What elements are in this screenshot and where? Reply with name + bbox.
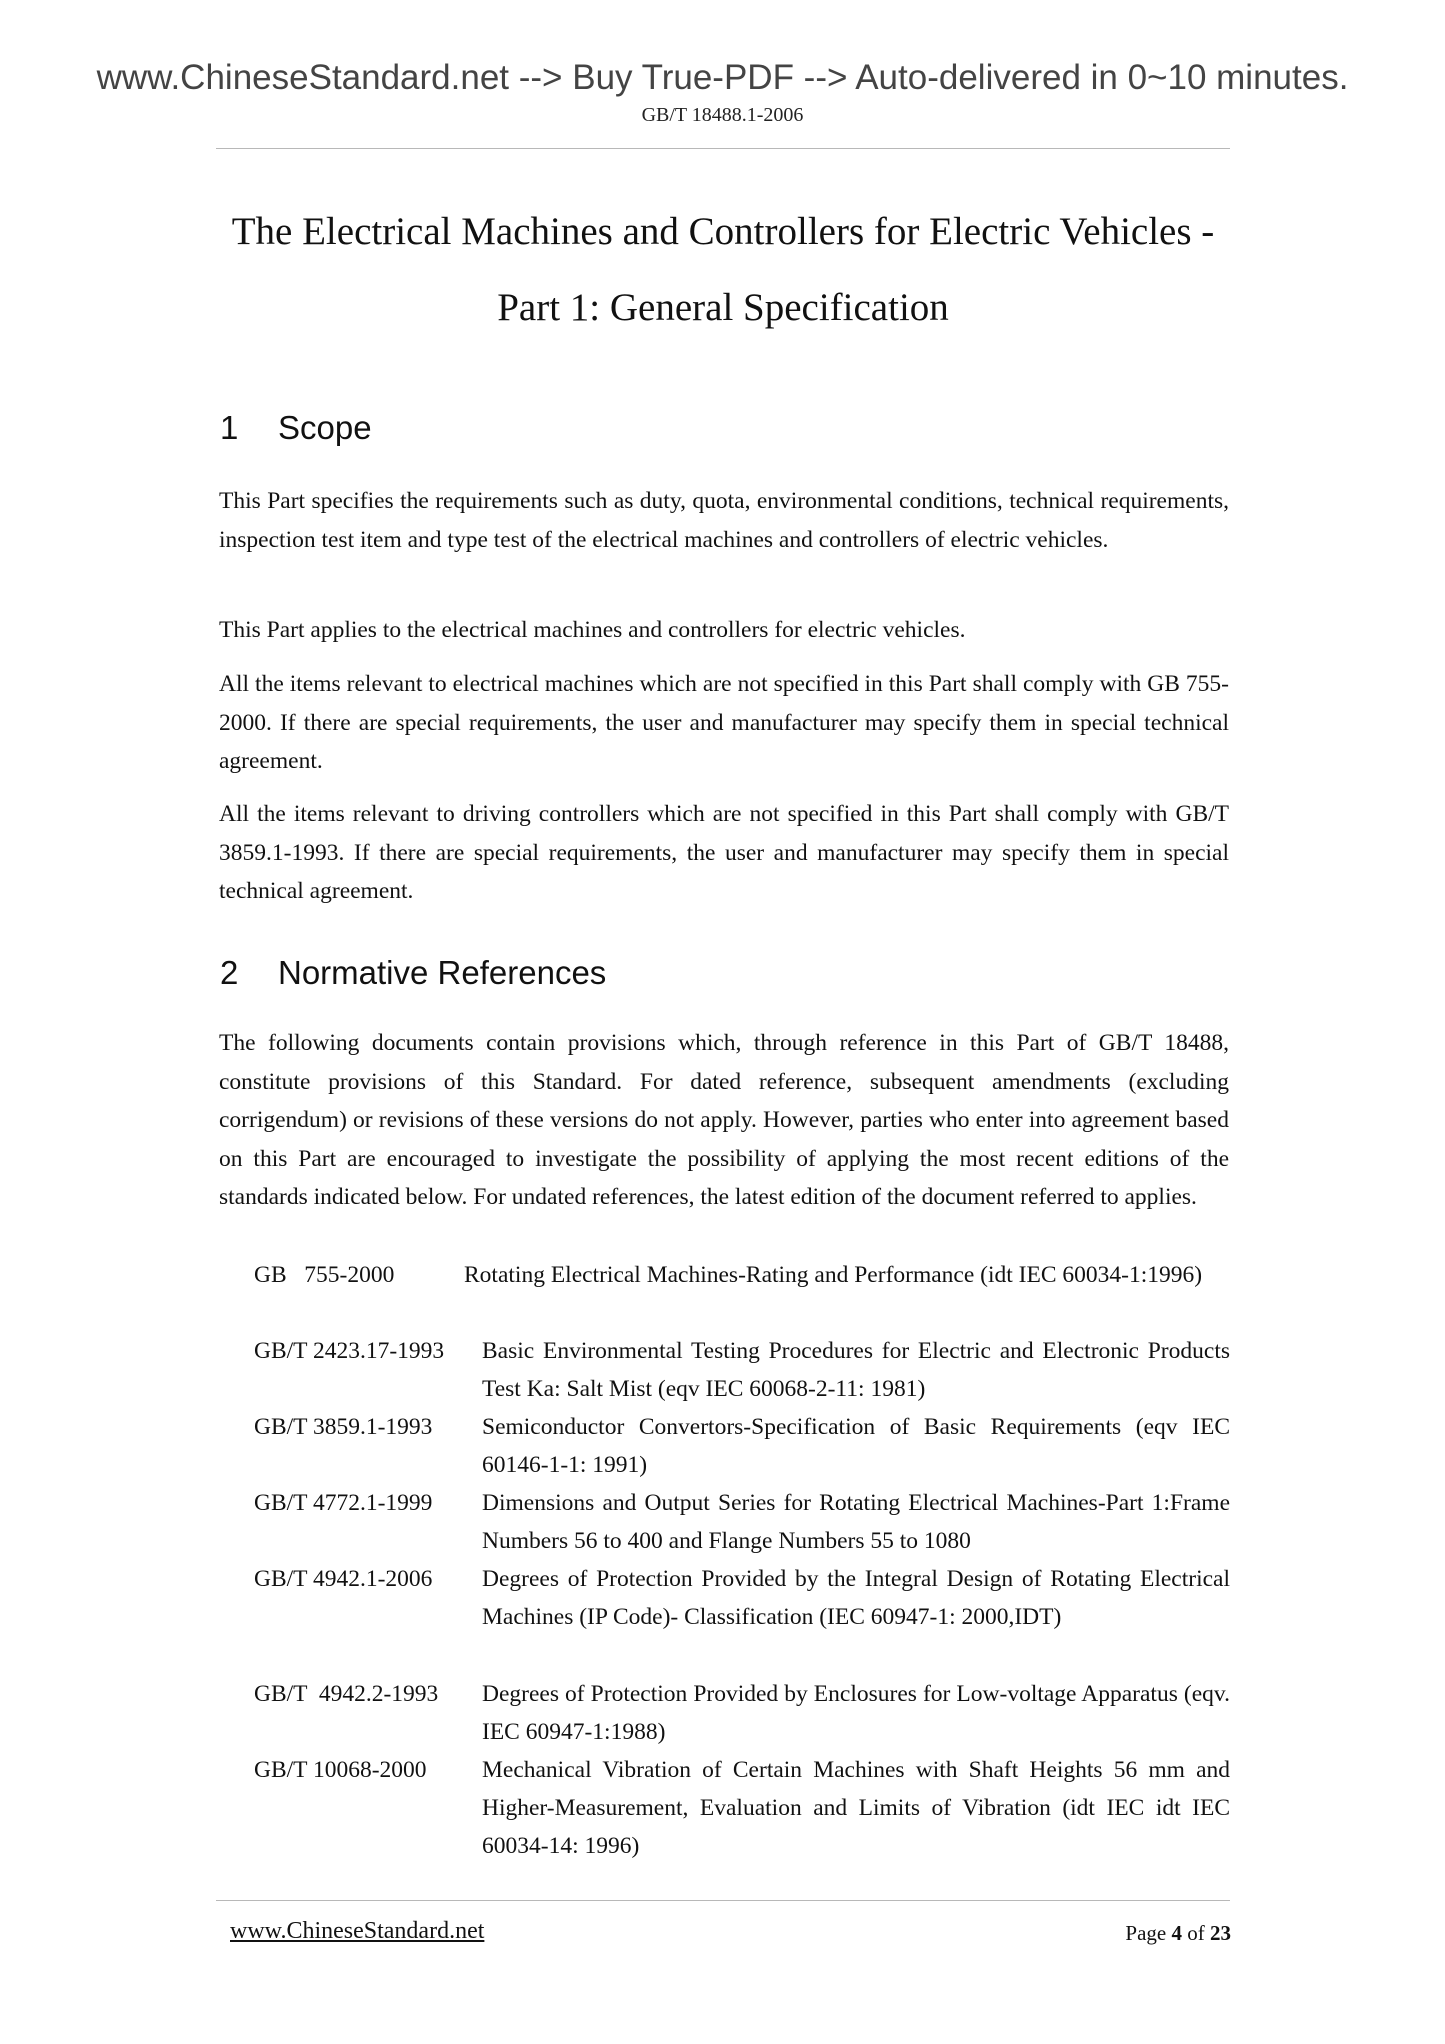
- reference-code: GB/T 3859.1-1993: [254, 1414, 433, 1440]
- page-total: 23: [1210, 1921, 1231, 1945]
- reference-code: GB 755-2000: [254, 1262, 395, 1288]
- section-2-heading: [220, 953, 606, 993]
- page-of-label: of: [1187, 1921, 1205, 1945]
- reference-item: [254, 1560, 1230, 1636]
- section-1-title: Scope: [278, 409, 372, 446]
- reference-code: GB/T 4942.1-2006: [254, 1566, 433, 1592]
- reference-title: Semiconductor Convertors-Specification of Basic Requirements (eqv IEC 60146-1-1: 1991): [482, 1414, 1230, 1478]
- section-2-number: 2: [220, 954, 239, 991]
- reference-item: [254, 1675, 1230, 1751]
- references-intro: The following documents contain provisions which, through reference in this Part of GB/T 18488, constitute provisions of this Standard. For dated reference, subsequent amendments (excluding corrigendum) or revisions of these versions do not apply. However, parties who enter into agreement based on this Part are encouraged to investigate the possibility of applying the most recent editions of the standards indicated below. For undated references, the latest edition of the document referred to applies.: [219, 1030, 1229, 1210]
- reference-title: Degrees of Protection Provided by the Integral Design of Rotating Electrical Machines (IP Code)- Classification (IEC 60947-1: 2000,IDT): [482, 1566, 1230, 1630]
- section-1-number: 1: [220, 409, 239, 446]
- reference-item: [254, 1751, 1230, 1865]
- reference-code: GB/T 4942.2-1993: [254, 1681, 439, 1707]
- reference-title: Rotating Electrical Machines-Rating and Performance (idt IEC 60034-1:1996): [464, 1262, 1203, 1288]
- reference-item: [254, 1256, 1230, 1294]
- section-1-heading: [220, 408, 372, 448]
- document-title-line2: Part 1: General Specification: [497, 286, 949, 329]
- footer-divider: [216, 1900, 1230, 1901]
- footer-website-link[interactable]: www.ChineseStandard.net: [230, 1918, 485, 1944]
- reference-code: GB/T 2423.17-1993: [254, 1338, 445, 1364]
- page-current: 4: [1171, 1921, 1182, 1945]
- reference-code: GB/T 10068-2000: [254, 1757, 427, 1783]
- page-label: Page: [1125, 1921, 1167, 1945]
- header-divider: [216, 148, 1230, 149]
- reference-item: [254, 1332, 1230, 1408]
- section-2-title: Normative References: [278, 954, 607, 991]
- scope-paragraph-3: All the items relevant to electrical machines which are not specified in this Part shall comply with GB 755-2000. If there are special requirements, the user and manufacturer may specify them in special technical agreement.: [219, 671, 1229, 774]
- document-title-line1: The Electrical Machines and Controllers for Electric Vehicles -: [231, 210, 1215, 253]
- reference-item: [254, 1484, 1230, 1560]
- reference-code: GB/T 4772.1-1999: [254, 1490, 433, 1516]
- scope-paragraph-1: This Part specifies the requirements such as duty, quota, environmental conditions, technical requirements, inspection test item and type test of the electrical machines and controllers of electric vehicles.: [219, 488, 1229, 553]
- reference-title: Basic Environmental Testing Procedures for Electric and Electronic Products Test Ka: Salt Mist (eqv IEC 60068-2-11: 1981): [482, 1338, 1230, 1402]
- page-number: [1125, 1921, 1231, 1946]
- reference-title: Dimensions and Output Series for Rotating Electrical Machines-Part 1:Frame Numbers 56 to 400 and Flange Numbers 55 to 1080: [482, 1490, 1230, 1554]
- header-banner: www.ChineseStandard.net --> Buy True-PDF --> Auto-delivered in 0~10 minutes.: [96, 58, 1349, 97]
- scope-paragraph-4: All the items relevant to driving controllers which are not specified in this Part shall comply with GB/T 3859.1-1993. If there are special requirements, the user and manufacturer may specify them in special technical agreement.: [219, 801, 1229, 904]
- reference-item: [254, 1408, 1230, 1484]
- standard-code: GB/T 18488.1-2006: [641, 104, 804, 126]
- scope-paragraph-2: This Part applies to the electrical machines and controllers for electric vehicles.: [219, 617, 966, 643]
- reference-title: Degrees of Protection Provided by Enclosures for Low-voltage Apparatus (eqv. IEC 60947-1:1988): [482, 1681, 1230, 1745]
- reference-title: Mechanical Vibration of Certain Machines with Shaft Heights 56 mm and Higher-Measurement, Evaluation and Limits of Vibration (idt IEC idt IEC 60034-14: 1996): [482, 1757, 1230, 1859]
